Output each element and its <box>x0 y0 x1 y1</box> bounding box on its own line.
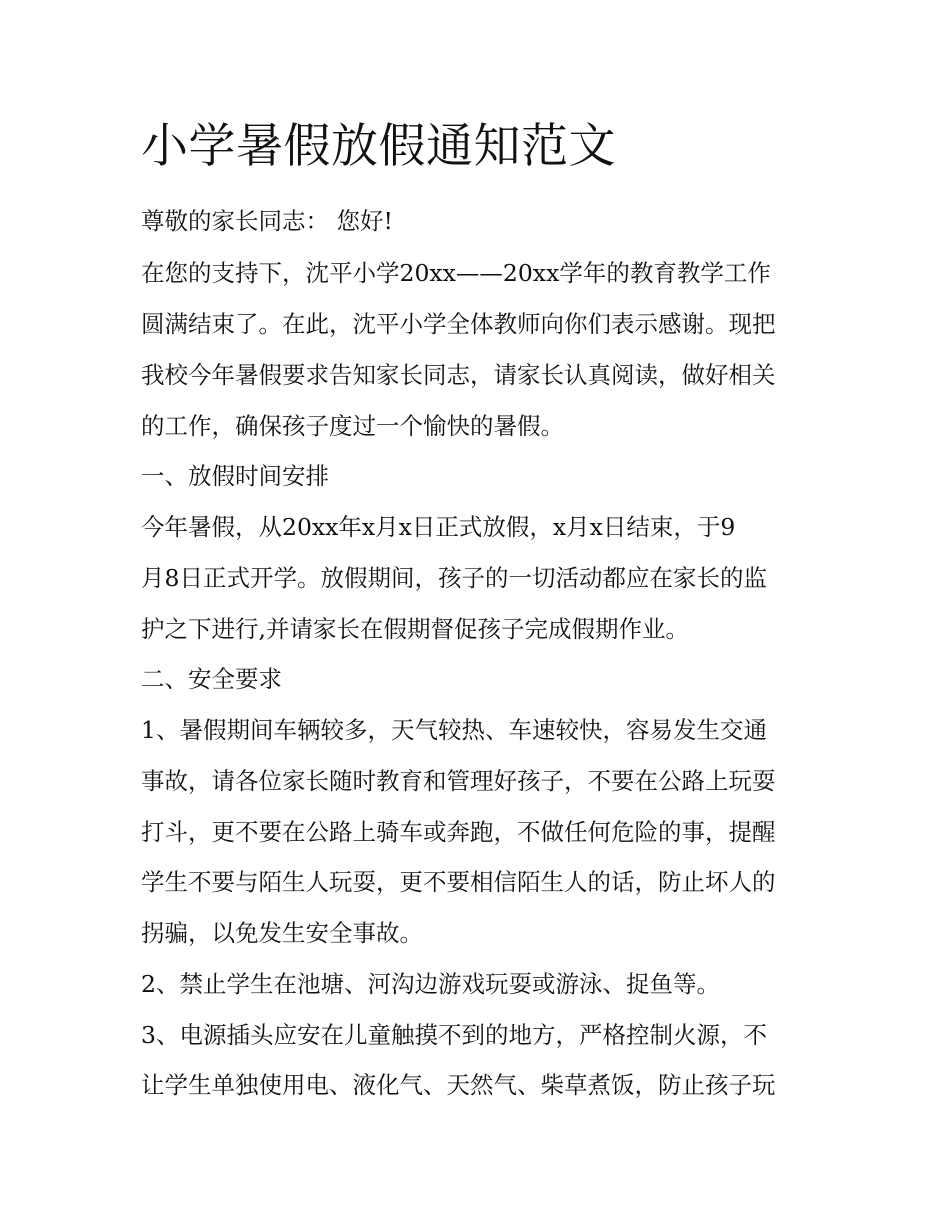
safety-item-1-line-5: 拐骗，以免发生安全事故。 <box>141 919 423 947</box>
section-heading-schedule: 一、放假时间安排 <box>141 462 329 490</box>
safety-item-1-line-4: 学生不要与陌生人玩耍，更不要相信陌生人的话，防止坏人的 <box>141 868 776 896</box>
intro-line-4: 的工作，确保孩子度过一个愉快的暑假。 <box>141 412 564 440</box>
safety-item-3-line-1: 3、电源插头应安在儿童触摸不到的地方，严格控制火源，不 <box>141 1021 767 1049</box>
schedule-line-1: 今年暑假，从20xx年x月x日正式放假，x月x日结束，于9 <box>141 513 736 541</box>
safety-item-2: 2、禁止学生在池塘、河沟边游戏玩耍或游泳、捉鱼等。 <box>141 970 720 998</box>
intro-line-2: 圆满结束了。在此，沈平小学全体教师向你们表示感谢。现把 <box>141 310 776 338</box>
schedule-line-2: 月8日正式开学。放假期间，孩子的一切活动都应在家长的监 <box>141 564 767 592</box>
safety-item-1-line-3: 打斗，更不要在公路上骑车或奔跑，不做任何危险的事，提醒 <box>141 818 776 846</box>
section-heading-safety: 二、安全要求 <box>141 665 282 693</box>
greeting-line: 尊敬的家长同志： 您好! <box>141 207 393 235</box>
document-title: 小学暑假放假通知范文 <box>141 119 616 174</box>
safety-item-1-line-2: 事故，请各位家长随时教育和管理好孩子，不要在公路上玩耍 <box>141 767 776 795</box>
safety-item-3-line-2: 让学生单独使用电、液化气、天然气、柴草煮饭，防止孩子玩 <box>141 1071 776 1099</box>
intro-line-1: 在您的支持下，沈平小学20xx——20xx学年的教育教学工作 <box>141 259 771 287</box>
schedule-line-3: 护之下进行,并请家长在假期督促孩子完成假期作业。 <box>141 615 689 643</box>
safety-item-1-line-1: 1、暑假期间车辆较多，天气较热、车速较快，容易发生交通 <box>141 716 767 744</box>
intro-line-3: 我校今年暑假要求告知家长同志，请家长认真阅读，做好相关 <box>141 361 776 389</box>
